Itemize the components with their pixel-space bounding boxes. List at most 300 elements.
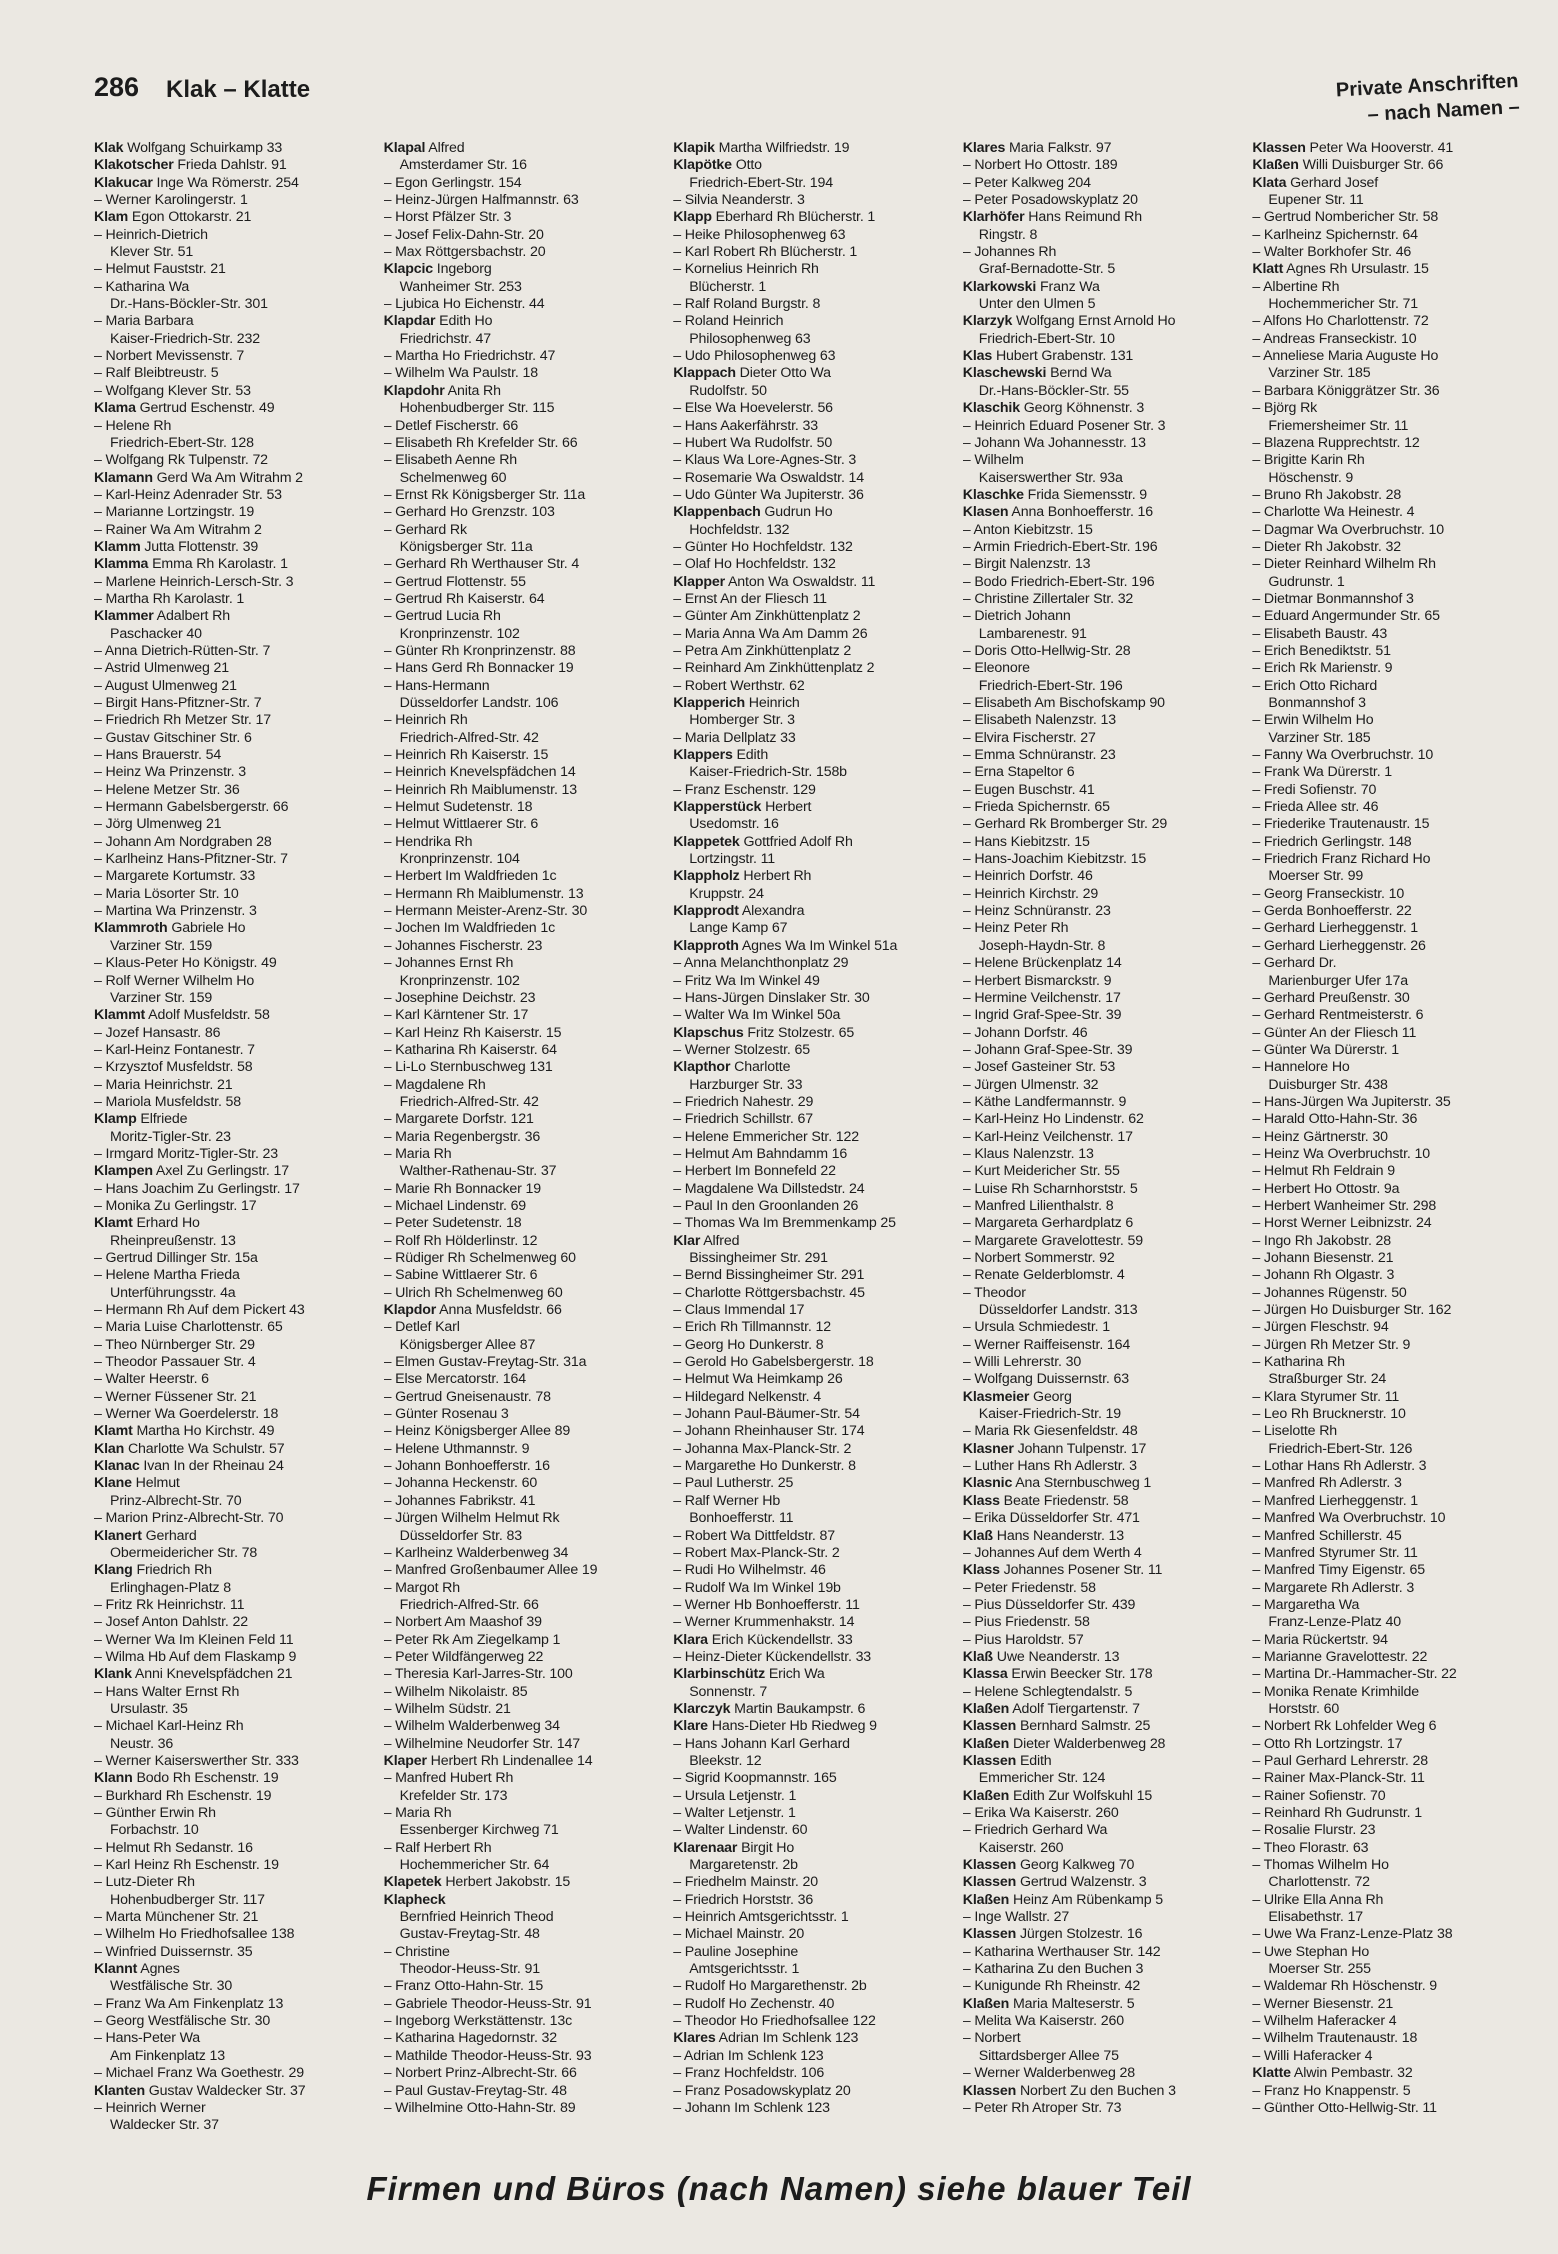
entry-text: – Ernst Rk Königsberger Str. 11a bbox=[383, 486, 586, 503]
directory-entry-family bbox=[963, 1649, 1245, 1666]
directory-entry bbox=[384, 1649, 666, 1666]
entry-text: – Theodor Ho Friedhofsallee 122 bbox=[673, 2013, 876, 2030]
entry-text: – Else Wa Hoevelerstr. 56 bbox=[673, 400, 833, 417]
entry-text: – Pius Düsseldorfer Str. 439 bbox=[962, 1596, 1136, 1613]
directory-column-4 bbox=[963, 140, 1245, 2170]
directory-entry bbox=[673, 1441, 955, 1458]
entry-text: – Marta Münchener Str. 21 bbox=[94, 1909, 259, 1926]
entry-text: – Manfred Lilienthalstr. 8 bbox=[962, 1197, 1114, 1214]
entry-text: Emma Rh Karolastr. 1 bbox=[148, 556, 288, 573]
family-name: Klapperich bbox=[673, 695, 746, 711]
entry-text: – Hans Gerd Rh Bonnacker 19 bbox=[383, 660, 574, 677]
entry-text: – August Ulmenweg 21 bbox=[94, 677, 237, 694]
family-name: Klares bbox=[673, 2030, 716, 2047]
entry-text: – Detlef Karl bbox=[383, 1319, 460, 1336]
directory-entry bbox=[94, 504, 376, 521]
entry-text: – Gertrud Rh Kaiserstr. 64 bbox=[383, 590, 545, 607]
directory-entry-continuation bbox=[384, 1094, 666, 1111]
directory-entry bbox=[963, 522, 1245, 539]
entry-text: – Maria Luise Charlottenstr. 65 bbox=[94, 1319, 283, 1336]
family-name: Klarenaar bbox=[673, 1839, 738, 1856]
entry-text: Fritz Stolzestr. 65 bbox=[743, 1024, 855, 1041]
directory-entry bbox=[1252, 1666, 1534, 1683]
directory-entry bbox=[963, 973, 1245, 990]
entry-text: – Kornelius Heinrich Rh bbox=[673, 261, 819, 278]
entry-text: – Theo Nürnberger Str. 29 bbox=[94, 1336, 255, 1353]
directory-entry bbox=[384, 522, 666, 539]
directory-entry-family bbox=[1252, 140, 1534, 157]
directory-entry-family bbox=[963, 400, 1245, 417]
directory-entry-family bbox=[963, 1996, 1245, 2013]
directory-entry bbox=[1252, 452, 1534, 469]
entry-text: – Kurt Meidericher Str. 55 bbox=[962, 1163, 1120, 1180]
family-name: Klappach bbox=[673, 365, 736, 382]
directory-entry bbox=[94, 348, 376, 365]
entry-text: – Albertine Rh bbox=[1252, 278, 1340, 295]
entry-text: – Hans Aakerfährstr. 33 bbox=[673, 417, 818, 434]
directory-entry bbox=[384, 1562, 666, 1579]
entry-text: – Franz Hochfeldstr. 106 bbox=[673, 2065, 825, 2082]
directory-entry bbox=[963, 764, 1245, 781]
family-name: Klapdor bbox=[383, 1302, 437, 1319]
directory-entry bbox=[673, 1978, 955, 1995]
entry-text: – Friedrich Rh Metzer Str. 17 bbox=[94, 712, 271, 729]
family-name: Klammt bbox=[94, 1007, 146, 1024]
directory-entry-family bbox=[384, 140, 666, 157]
entry-text: – Rolf Werner Wilhelm Ho bbox=[94, 972, 255, 989]
directory-entry bbox=[1252, 1475, 1534, 1492]
entry-text: – Anna Melanchthonplatz 29 bbox=[673, 955, 849, 972]
directory-entry-family bbox=[963, 2083, 1245, 2100]
directory-entry bbox=[963, 1181, 1245, 1198]
directory-entry bbox=[1252, 1944, 1534, 1961]
entry-text: – Margarethe Ho Dunkerstr. 8 bbox=[673, 1458, 856, 1475]
entry-text: – Ingeborg Werkstättenstr. 13c bbox=[383, 2013, 573, 2030]
directory-entry-continuation bbox=[94, 1545, 376, 1562]
family-name: Klassa bbox=[962, 1666, 1008, 1683]
directory-entry bbox=[94, 1753, 376, 1770]
directory-entry bbox=[673, 1094, 955, 1111]
entry-text: Varziner Str. 185 bbox=[1268, 365, 1371, 382]
directory-entry bbox=[384, 2048, 666, 2065]
directory-entry bbox=[673, 1285, 955, 1302]
entry-text: – Horst Werner Leibnizstr. 24 bbox=[1252, 1215, 1432, 1232]
entry-text: Alfred bbox=[700, 1232, 740, 1249]
entry-text: Dr.-Hans-Böckler-Str. 301 bbox=[110, 296, 268, 313]
directory-entry-family bbox=[963, 487, 1245, 504]
directory-entry bbox=[1252, 903, 1534, 920]
directory-entry bbox=[963, 1285, 1245, 1302]
entry-text: – Armin Friedrich-Ebert-Str. 196 bbox=[962, 538, 1158, 555]
directory-entry bbox=[94, 1267, 376, 1284]
directory-entry-continuation bbox=[1252, 1701, 1534, 1718]
entry-text: Kruppstr. 24 bbox=[689, 885, 764, 902]
family-name: Klares bbox=[962, 140, 1006, 156]
entry-text: – Gerhard Ho Grenzstr. 103 bbox=[383, 504, 555, 521]
entry-text: – Klaus Nalenzstr. 13 bbox=[962, 1145, 1094, 1162]
entry-text: – Werner Krummenhakstr. 14 bbox=[673, 1614, 855, 1631]
directory-entry bbox=[1252, 1406, 1534, 1423]
entry-text: – Peter Kalkweg 204 bbox=[962, 174, 1091, 191]
entry-text: – Manfred Hubert Rh bbox=[383, 1770, 514, 1787]
entry-text: – Heinz-Jürgen Halfmannstr. 63 bbox=[383, 192, 579, 209]
directory-entry bbox=[1252, 1528, 1534, 1545]
entry-text: – Erich Otto Richard bbox=[1252, 677, 1378, 694]
directory-entry bbox=[673, 470, 955, 487]
entry-text: – Maria Rh bbox=[383, 1145, 452, 1162]
directory-entry-continuation bbox=[1252, 365, 1534, 382]
entry-text: – Rüdiger Rh Schelmenweg 60 bbox=[383, 1250, 576, 1266]
directory-entry bbox=[1252, 487, 1534, 504]
entry-text: – Rudolf Ho Zechenstr. 40 bbox=[673, 1995, 835, 2012]
entry-text: Straßburger Str. 24 bbox=[1268, 1371, 1387, 1388]
directory-entry bbox=[384, 1146, 666, 1163]
family-name: Klaß bbox=[962, 1527, 993, 1544]
directory-entry-continuation bbox=[963, 227, 1245, 244]
directory-entry bbox=[673, 1944, 955, 1961]
directory-entry-continuation bbox=[1252, 1077, 1534, 1094]
directory-entry bbox=[673, 1926, 955, 1943]
directory-entry-continuation bbox=[963, 296, 1245, 313]
directory-entry bbox=[1252, 1025, 1534, 1042]
entry-text: – Marianne Lortzingstr. 19 bbox=[94, 504, 255, 521]
directory-entry bbox=[673, 1996, 955, 2013]
directory-entry bbox=[384, 1423, 666, 1440]
entry-text: – Katharina Zu den Buchen 3 bbox=[962, 1961, 1144, 1978]
entry-text: – Werner Kaiserswerther Str. 333 bbox=[94, 1752, 299, 1769]
entry-text: – Bruno Rh Jakobstr. 28 bbox=[1252, 486, 1402, 503]
directory-entry bbox=[384, 1840, 666, 1857]
entry-text: Alwin Pembastr. 32 bbox=[1290, 2065, 1413, 2082]
directory-entry bbox=[94, 695, 376, 712]
directory-entry-continuation bbox=[673, 175, 955, 192]
entry-text: Hochemmericher Str. 71 bbox=[1268, 296, 1419, 313]
directory-entry bbox=[963, 1597, 1245, 1614]
entry-text: Harzburger Str. 33 bbox=[689, 1076, 803, 1093]
directory-entry bbox=[94, 192, 376, 209]
entry-text: – Margarete Rh Adlerstr. 3 bbox=[1252, 1579, 1415, 1596]
entry-text: – Gerhard Dr. bbox=[1252, 955, 1337, 972]
family-name: Klass bbox=[962, 1492, 1000, 1509]
directory-entry bbox=[963, 2013, 1245, 2030]
directory-entry-continuation bbox=[384, 1528, 666, 1545]
directory-entry bbox=[384, 886, 666, 903]
entry-text: – Wilhelm Südstr. 21 bbox=[383, 1700, 511, 1717]
directory-entry-continuation bbox=[384, 1857, 666, 1874]
entry-text: – Johann Graf-Spee-Str. 39 bbox=[962, 1041, 1133, 1058]
entry-text: – Elvira Fischerstr. 27 bbox=[962, 729, 1096, 746]
entry-text: – Wilhelm Haferacker 4 bbox=[1252, 2013, 1397, 2030]
directory-entry bbox=[384, 1458, 666, 1475]
entry-text: Obermeidericher Str. 78 bbox=[110, 1544, 258, 1561]
family-name: Klassen bbox=[962, 1926, 1017, 1943]
entry-text: – Ingo Rh Jakobstr. 28 bbox=[1252, 1232, 1392, 1249]
directory-entry bbox=[673, 1267, 955, 1284]
entry-text: – Heinrich Rh bbox=[383, 712, 468, 729]
directory-entry-continuation bbox=[963, 331, 1245, 348]
directory-entry bbox=[963, 1684, 1245, 1701]
directory-entry-continuation bbox=[384, 1961, 666, 1978]
entry-text: Dieter Otto Wa bbox=[735, 365, 831, 382]
directory-entry-family bbox=[963, 1788, 1245, 1805]
entry-text: – Heinz Königsberger Allee 89 bbox=[383, 1423, 571, 1440]
entry-text: – Jürgen Wilhelm Helmut Rk bbox=[383, 1510, 560, 1527]
family-name: Klata bbox=[1252, 174, 1287, 191]
directory-entry bbox=[963, 1909, 1245, 1926]
directory-entry bbox=[94, 418, 376, 435]
directory-entry bbox=[384, 1614, 666, 1631]
entry-text: Martin Baukampstr. 6 bbox=[730, 1700, 866, 1717]
directory-columns bbox=[94, 140, 1534, 2170]
entry-text: – Else Mercatorstr. 164 bbox=[383, 1371, 527, 1388]
entry-text: – Gerhard Lierheggenstr. 26 bbox=[1252, 937, 1426, 954]
directory-entry bbox=[963, 1510, 1245, 1527]
directory-entry bbox=[673, 1788, 955, 1805]
entry-text: – Karl-Heinz Fontanestr. 7 bbox=[94, 1041, 255, 1058]
directory-entry bbox=[94, 1198, 376, 1215]
entry-text: – Marie Rh Bonnacker 19 bbox=[383, 1180, 542, 1197]
directory-entry-family bbox=[94, 140, 376, 157]
entry-text: – Heinrich Eduard Posener Str. 3 bbox=[962, 417, 1166, 434]
entry-text: – Werner Füssener Str. 21 bbox=[94, 1388, 257, 1405]
family-name: Klanert bbox=[94, 1527, 142, 1544]
entry-text: Blücherstr. 1 bbox=[689, 278, 767, 295]
entry-text: – Wolfgang Duissernstr. 63 bbox=[962, 1371, 1129, 1388]
family-name: Klaßen bbox=[1252, 157, 1299, 174]
directory-entry-continuation bbox=[673, 851, 955, 868]
entry-text: Homberger Str. 3 bbox=[689, 712, 795, 729]
directory-entry bbox=[1252, 348, 1534, 365]
entry-text: – Hannelore Ho bbox=[1252, 1059, 1350, 1076]
directory-entry bbox=[673, 418, 955, 435]
entry-text: – Norbert bbox=[962, 2030, 1021, 2047]
directory-entry bbox=[94, 1181, 376, 1198]
directory-entry bbox=[1252, 1458, 1534, 1475]
directory-entry bbox=[963, 1545, 1245, 1562]
directory-entry-continuation bbox=[1252, 1874, 1534, 1891]
entry-text: – Hans-Hermann bbox=[383, 677, 490, 694]
entry-text: Ana Sternbuschweg 1 bbox=[1012, 1475, 1152, 1492]
entry-text: Erwin Beecker Str. 178 bbox=[1007, 1666, 1153, 1683]
entry-text: – Harald Otto-Hahn-Str. 36 bbox=[1252, 1111, 1418, 1128]
family-name: Klakotscher bbox=[94, 157, 174, 174]
entry-text: – Wilhelmine Neudorfer Str. 147 bbox=[383, 1735, 581, 1752]
directory-entry-continuation bbox=[94, 244, 376, 261]
directory-entry bbox=[963, 660, 1245, 677]
directory-entry-family bbox=[673, 2030, 955, 2047]
entry-text: – Helene Schlegtendalstr. 5 bbox=[962, 1683, 1133, 1700]
directory-entry bbox=[384, 2030, 666, 2047]
directory-entry-family bbox=[673, 1233, 955, 1250]
entry-text: – Erich Rk Marienstr. 9 bbox=[1252, 660, 1393, 677]
directory-entry bbox=[963, 2030, 1245, 2047]
entry-text: Bonhoefferstr. 11 bbox=[689, 1510, 794, 1527]
directory-entry bbox=[1252, 1545, 1534, 1562]
entry-text: – Heinz Wa Overbruchstr. 10 bbox=[1252, 1145, 1430, 1162]
entry-text: – Jürgen Rh Metzer Str. 9 bbox=[1252, 1336, 1411, 1353]
directory-entry bbox=[1252, 279, 1534, 296]
directory-entry-family bbox=[963, 1874, 1245, 1891]
entry-text: Edith bbox=[732, 747, 769, 764]
entry-text: – Hans Walter Ernst Rh bbox=[94, 1683, 240, 1700]
entry-text: Königsberger Allee 87 bbox=[399, 1336, 536, 1353]
directory-entry bbox=[94, 973, 376, 990]
family-name: Klarzyk bbox=[962, 313, 1013, 330]
entry-text: – Robert Max-Planck-Str. 2 bbox=[673, 1544, 840, 1561]
directory-entry-family bbox=[673, 1718, 955, 1735]
entry-text: – Erna Stapeltor 6 bbox=[962, 764, 1075, 781]
family-name: Klapthor bbox=[673, 1059, 731, 1076]
directory-entry bbox=[1252, 1094, 1534, 1111]
entry-text: – Maria Barbara bbox=[94, 313, 194, 330]
directory-entry bbox=[963, 1961, 1245, 1978]
entry-text: – Alfons Ho Charlottenstr. 72 bbox=[1252, 313, 1429, 330]
entry-text: Birgit Ho bbox=[737, 1839, 795, 1856]
entry-text: – Frank Wa Dürerstr. 1 bbox=[1252, 764, 1393, 781]
entry-text: – Rosalie Flurstr. 23 bbox=[1252, 1822, 1376, 1839]
directory-entry-family bbox=[94, 1007, 376, 1024]
entry-text: – Elisabeth Rh Krefelder Str. 66 bbox=[383, 434, 578, 451]
entry-text: Sittardsberger Allee 75 bbox=[978, 2047, 1119, 2064]
entry-text: – Olaf Ho Hochfeldstr. 132 bbox=[673, 556, 836, 573]
directory-entry bbox=[673, 1129, 955, 1146]
directory-entry-family bbox=[963, 348, 1245, 365]
directory-entry-family bbox=[673, 938, 955, 955]
entry-text: – Sabine Wittlaerer Str. 6 bbox=[383, 1267, 538, 1284]
directory-entry bbox=[94, 851, 376, 868]
directory-entry bbox=[963, 1580, 1245, 1597]
entry-text: – Hermann Rh Auf dem Pickert 43 bbox=[94, 1302, 305, 1319]
family-name: Klass bbox=[962, 1562, 1000, 1579]
directory-entry bbox=[963, 1077, 1245, 1094]
entry-text: – Norbert Sommerstr. 92 bbox=[962, 1250, 1115, 1266]
entry-text: – Wolfgang Rk Tulpenstr. 72 bbox=[94, 452, 268, 469]
entry-text: – Margaretha Wa bbox=[1252, 1596, 1360, 1613]
directory-entry-continuation bbox=[1252, 695, 1534, 712]
directory-entry bbox=[963, 574, 1245, 591]
directory-entry bbox=[1252, 1996, 1534, 2013]
directory-entry-continuation bbox=[963, 2048, 1245, 2065]
directory-entry bbox=[384, 175, 666, 192]
directory-entry bbox=[963, 539, 1245, 556]
directory-entry bbox=[94, 678, 376, 695]
entry-text: – Friedrich Schillstr. 67 bbox=[673, 1111, 813, 1128]
entry-text: – Peter Sudetenstr. 18 bbox=[383, 1215, 522, 1232]
entry-text: – Gerhard Rentmeisterstr. 6 bbox=[1252, 1007, 1424, 1024]
directory-entry bbox=[94, 868, 376, 885]
directory-entry-continuation bbox=[963, 678, 1245, 695]
directory-entry bbox=[94, 1319, 376, 1336]
directory-entry bbox=[963, 244, 1245, 261]
entry-text: – Johann Rheinhauser Str. 174 bbox=[673, 1423, 865, 1440]
entry-text: Alexandra bbox=[738, 903, 805, 920]
directory-entry-family bbox=[94, 400, 376, 417]
entry-text: Maria Malteserstr. 5 bbox=[1009, 1995, 1135, 2012]
entry-text: – Marion Prinz-Albrecht-Str. 70 bbox=[94, 1510, 284, 1527]
footer-note: Firmen und Büros (nach Namen) siehe blauer Teil bbox=[366, 2170, 1192, 2207]
entry-text: Walther-Rathenau-Str. 37 bbox=[399, 1163, 557, 1180]
entry-text: Georg bbox=[1029, 1388, 1072, 1405]
directory-entry bbox=[673, 1736, 955, 1753]
directory-entry-family bbox=[963, 365, 1245, 382]
entry-text: – Günther Erwin Rh bbox=[94, 1805, 216, 1821]
directory-entry bbox=[384, 2013, 666, 2030]
directory-entry bbox=[94, 1146, 376, 1163]
entry-text: – Gerhard Rk bbox=[383, 521, 467, 538]
directory-entry bbox=[963, 695, 1245, 712]
directory-entry bbox=[384, 1267, 666, 1284]
directory-entry bbox=[94, 834, 376, 851]
directory-entry bbox=[1252, 539, 1534, 556]
entry-text: Erlinghagen-Platz 8 bbox=[110, 1579, 231, 1596]
entry-text: – Sigrid Koopmannstr. 165 bbox=[673, 1770, 837, 1787]
entry-text: Adrian Im Schlenk 123 bbox=[715, 2030, 859, 2047]
directory-entry-continuation bbox=[384, 157, 666, 174]
directory-entry-family bbox=[673, 1666, 955, 1683]
directory-entry-family bbox=[963, 209, 1245, 226]
family-name: Klamm bbox=[94, 538, 141, 555]
entry-text: – Manfred Timy Eigenstr. 65 bbox=[1252, 1562, 1425, 1579]
entry-text: – Heinz-Dieter Kückendellstr. 33 bbox=[673, 1648, 872, 1665]
entry-text: – Gerold Ho Gabelsbergerstr. 18 bbox=[673, 1354, 874, 1371]
entry-text: – Theo Florastr. 63 bbox=[1252, 1839, 1369, 1856]
directory-entry bbox=[384, 2065, 666, 2082]
directory-entry bbox=[94, 1684, 376, 1701]
entry-text: – Reinhard Rh Gudrunstr. 1 bbox=[1252, 1805, 1422, 1821]
family-name: Klapetek bbox=[383, 1874, 442, 1891]
family-name: Klasner bbox=[962, 1440, 1014, 1457]
family-name: Klaßen bbox=[962, 1700, 1010, 1717]
directory-entry bbox=[1252, 1163, 1534, 1180]
directory-entry-continuation bbox=[1252, 192, 1534, 209]
entry-text: – Walter Wa Im Winkel 50a bbox=[673, 1007, 841, 1024]
directory-entry bbox=[384, 868, 666, 885]
family-name: Klassen bbox=[962, 1718, 1017, 1735]
entry-text: Edith Zur Wolfskuhl 15 bbox=[1009, 1787, 1153, 1804]
entry-text: – Norbert Ho Ottostr. 189 bbox=[962, 157, 1118, 174]
entry-text: Kaiser-Friedrich-Str. 158b bbox=[689, 764, 847, 781]
entry-text: – Norbert Rk Lohfelder Weg 6 bbox=[1252, 1718, 1437, 1735]
entry-text: Frida Siemensstr. 9 bbox=[1023, 486, 1148, 503]
family-name: Klama bbox=[94, 400, 136, 417]
directory-entry bbox=[94, 1649, 376, 1666]
directory-entry bbox=[673, 1805, 955, 1822]
entry-text: – Elisabeth Am Bischofskamp 90 bbox=[962, 695, 1165, 711]
directory-entry bbox=[963, 2100, 1245, 2117]
entry-text: – Werner Wa Im Kleinen Feld 11 bbox=[94, 1631, 294, 1648]
entry-text: – Helene Martha Frieda bbox=[94, 1267, 240, 1284]
directory-entry-family bbox=[673, 157, 955, 174]
entry-text: – Maria Rh bbox=[383, 1805, 452, 1821]
entry-text: – Dietmar Bonmannshof 3 bbox=[1252, 590, 1414, 607]
family-name: Klatte bbox=[1252, 2065, 1291, 2082]
directory-entry bbox=[384, 1736, 666, 1753]
entry-text: Herbert Rh bbox=[739, 868, 812, 885]
entry-text: – Johannes Fischerstr. 23 bbox=[383, 937, 543, 954]
directory-entry bbox=[384, 365, 666, 382]
directory-entry bbox=[673, 1580, 955, 1597]
entry-text: – Robert Werthstr. 62 bbox=[673, 677, 805, 694]
entry-text: – Franz Ho Knappenstr. 5 bbox=[1252, 2082, 1411, 2099]
entry-text: – Friederike Trautenaustr. 15 bbox=[1252, 816, 1430, 833]
entry-text: Otto bbox=[731, 157, 762, 174]
directory-entry bbox=[1252, 2083, 1534, 2100]
family-name: Klamt bbox=[94, 1215, 133, 1232]
directory-entry bbox=[673, 730, 955, 747]
entry-text: – Eleonore bbox=[962, 660, 1030, 677]
directory-entry bbox=[94, 643, 376, 660]
directory-entry bbox=[963, 1423, 1245, 1440]
